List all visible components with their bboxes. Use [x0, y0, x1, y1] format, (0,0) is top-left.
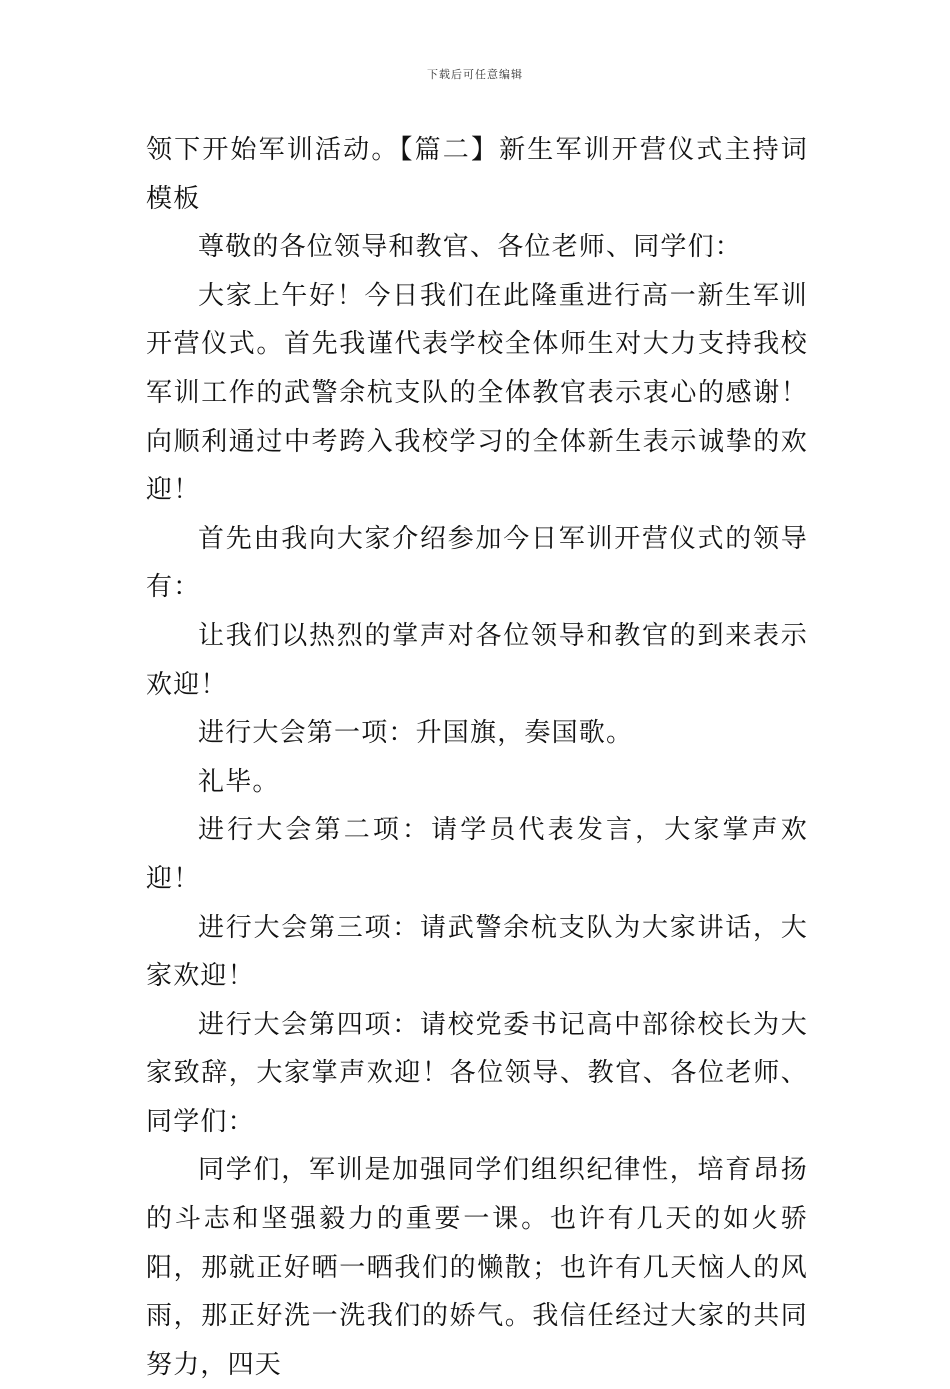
document-body: [146, 126, 808, 1389]
paragraph: 领下开始军训活动。【篇二】新生军训开营仪式主持词模板: [146, 135, 808, 214]
paragraph: 尊敬的各位领导和教官、各位老师、同学们：: [198, 232, 743, 263]
paragraph: 进行大会第二项：请学员代表发言，大家掌声欢迎！: [146, 815, 808, 894]
page-header: 下载后可任意编辑: [427, 68, 523, 81]
paragraph: 让我们以热烈的掌声对各位领导和教官的到来表示欢迎！: [146, 620, 808, 700]
paragraph: 进行大会第四项：请校党委书记高中部徐校长为大家致辞，大家掌声欢迎！各位领导、教官、各位老师、同学们：: [146, 1009, 808, 1137]
paragraph: 同学们，军训是加强同学们组织纪律性，培育昂扬的斗志和坚强毅力的重要一课。也许有几天的如火骄阳，那就正好晒一晒我们的懒散；也许有几天恼人的风雨，那正好洗一洗我们的娇气。我信任经过大家的共同努力，四天: [146, 1155, 808, 1380]
paragraph: 进行大会第三项：请武警余杭支队为大家讲话，大家欢迎！: [146, 912, 808, 992]
paragraph: 礼毕。: [198, 766, 280, 797]
paragraph: 首先由我向大家介绍参加今日军训开营仪式的领导有：: [146, 523, 808, 603]
paragraph: 大家上午好！今日我们在此隆重进行高一新生军训开营仪式。首先我谨代表学校全体师生对大力支持我校军训工作的武警余杭支队的全体教官表示衷心的感谢！向顺利通过中考跨入我校学习的全体新生表示诚挚的欢迎！: [146, 280, 808, 506]
paragraph: 进行大会第一项：升国旗，奏国歌。: [198, 718, 634, 749]
